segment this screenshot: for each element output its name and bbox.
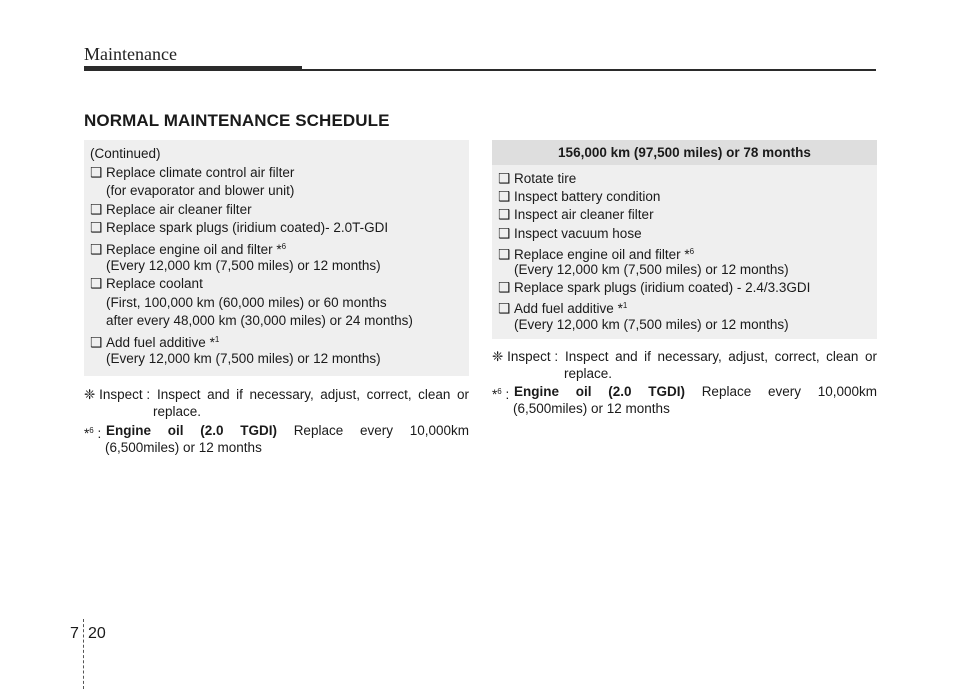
inspect-text-line-2: replace. [153,404,202,419]
footnote-ref: 6 [689,246,695,256]
footnote-colon: : [97,426,102,441]
line-text: Rotate tire [514,171,577,186]
line-text: after every 48,000 km (30,000 miles) or 24 months) [106,313,413,329]
checklist-subline [106,313,413,329]
checkbox-icon: ❑ [498,225,511,241]
checklist-item [498,244,694,263]
inspect-symbol: ❈ [84,387,96,402]
checklist-item [498,226,642,242]
line-text: Add fuel additive * [514,301,623,317]
checklist-subline [514,317,789,333]
inspect-label: Inspect : [507,349,559,364]
inspect-label: Inspect : [99,387,151,402]
checklist-item [498,207,654,223]
footnote-text-line-1: Replace every 10,000km [293,423,469,438]
line-text: Replace spark plugs (iridium coated)- 2.0T-GDI [106,220,389,236]
footnote-ref: 1 [622,301,628,311]
inspect-text-line-1: Inspect and if necessary, adjust, correct, clean or [157,387,469,402]
right-notes [492,348,877,418]
inspect-text-line-1: Inspect and if necessary, adjust, correct, clean or [565,349,877,364]
checkbox-icon: ❑ [90,242,103,257]
checkbox-icon: ❑ [90,335,103,350]
line-text: Replace engine oil and filter * [106,242,282,257]
line-text: (Every 12,000 km (7,500 miles) or 12 months) [514,262,789,277]
checklist-item [498,171,576,187]
checkbox-icon: ❑ [498,207,511,223]
continued-label [90,146,161,162]
line-text: Replace engine oil and filter * [514,246,690,262]
line-text: Replace air cleaner filter [106,201,252,217]
checkbox-icon: ❑ [90,220,103,236]
checkbox-icon: ❑ [498,189,511,205]
footnote-mark: * [84,426,90,441]
right-schedule-box [492,165,877,339]
line-text: Replace spark plugs (iridium coated) - 2.4/3.3GDI [514,280,811,296]
footer-chapter: 7 [70,625,79,642]
checklist-item [90,276,203,292]
line-text: Add fuel additive * [106,335,215,350]
checklist-subline [106,258,381,274]
footnote-ref: 1 [214,335,220,344]
left-schedule-box [84,140,469,376]
footnote-sup: 6 [497,387,502,396]
line-text: Inspect battery condition [514,189,661,205]
checklist-item [498,189,660,205]
checklist-subline [514,262,789,278]
checklist-subline [106,295,387,311]
checkbox-icon: ❑ [90,201,103,217]
footer-divider [83,619,85,689]
line-text: (Every 12,000 km (7,500 miles) or 12 months) [106,257,381,273]
line-text: Replace coolant [106,276,203,292]
checkbox-icon: ❑ [498,280,511,296]
footnote-ref: 6 [281,242,287,251]
checkbox-icon: ❑ [498,171,511,186]
line-text: Replace climate control air filter [106,164,295,180]
footnote-text-line-2: (6,500miles) or 12 months [513,401,670,416]
footer-page-number: 20 [88,625,106,642]
left-notes [84,386,469,456]
checklist-subline [106,351,381,367]
header-rule-thick [84,66,302,71]
inspect-text-line-2: replace. [564,366,613,381]
footnote-bold: Engine oil (2.0 TGDI) [514,384,685,399]
line-text: (Continued) [90,146,161,161]
checkbox-icon: ❑ [498,301,511,317]
checklist-item [498,298,627,317]
checklist-item [90,202,252,218]
checklist-item [90,332,219,351]
footnote-colon: : [505,387,510,402]
right-schedule-heading: 156,000 km (97,500 miles) or 78 months [492,140,877,165]
header-rule-thin [302,69,876,71]
checkbox-icon: ❑ [498,246,511,262]
line-text: (for evaporator and blower unit) [106,183,295,199]
checklist-item [90,165,294,181]
header-title: Maintenance [84,44,177,64]
footnote-mark: * [492,387,498,402]
checkbox-icon: ❑ [90,276,103,292]
line-text: (First, 100,000 km (60,000 miles) or 60 months [106,294,387,310]
checklist-item [90,239,286,258]
line-text: (Every 12,000 km (7,500 miles) or 12 months) [514,316,789,332]
footnote-text-line-1: Replace every 10,000km [701,384,877,399]
line-text: Inspect air cleaner filter [514,207,654,223]
footnote-sup: 6 [89,426,94,435]
line-text: Inspect vacuum hose [514,225,642,241]
checklist-item [498,280,810,296]
line-text: (Every 12,000 km (7,500 miles) or 12 months) [106,350,381,366]
footnote-text-line-2: (6,500miles) or 12 months [105,440,262,455]
footnote-bold: Engine oil (2.0 TGDI) [106,423,277,438]
inspect-symbol: ❈ [492,349,504,364]
checklist-item [90,220,388,236]
section-title: NORMAL MAINTENANCE SCHEDULE [84,111,390,130]
checklist-subline [106,183,294,199]
checkbox-icon: ❑ [90,164,103,180]
